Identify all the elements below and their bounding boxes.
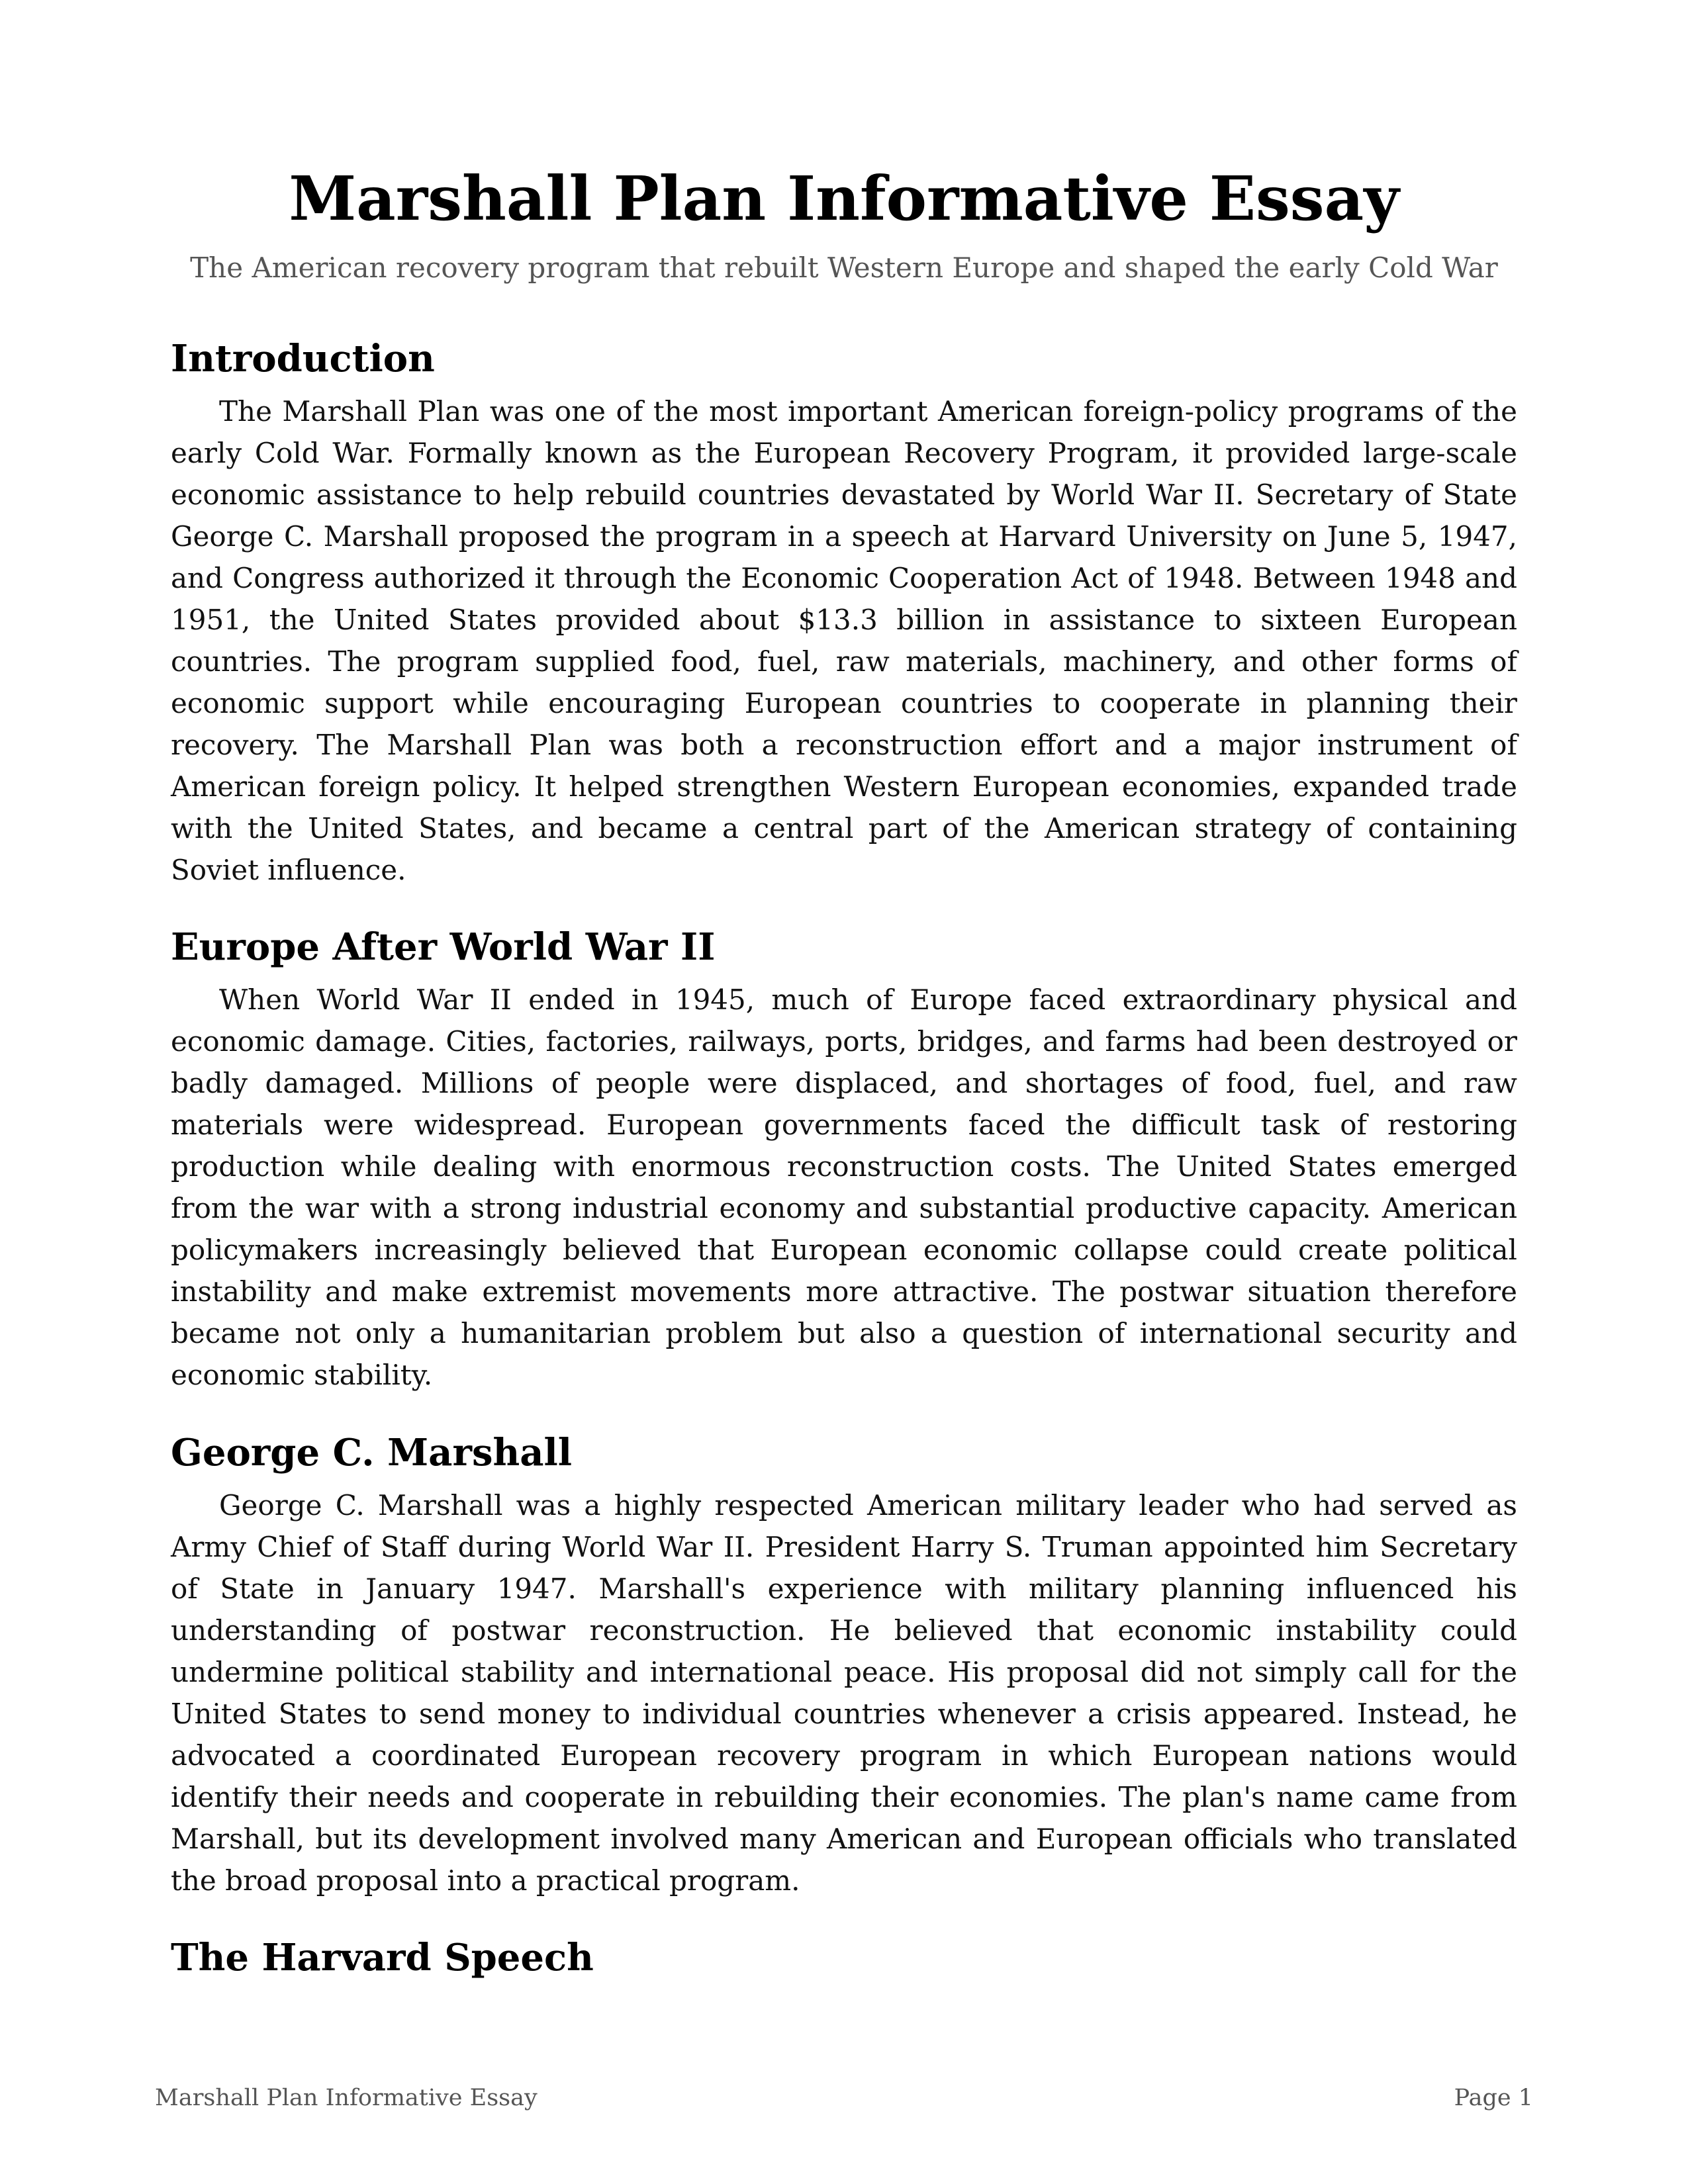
footer-page-number: Page 1 xyxy=(1454,2085,1533,2111)
section-paragraph: George C. Marshall was a highly respected American military leader who had served as Army Chief of Staff during World War II. President Harry S. Truman appointed him Secretary of State in January 1947. Marshall's experience with military planning influenced his understanding of postwar reconstruction. He believed that economic instability could undermine political stability and international peace. His proposal did not simply call for the United States to send money to individual countries whenever a crisis appeared. Instead, he advocated a coordinated European recovery program in which European nations would identify their needs and cooperate in rebuilding their economies. The plan's name came from Marshall, but its development involved many American and European officials who translated the broad proposal into a practical program. xyxy=(171,1489,1517,1897)
section-paragraph: When World War II ended in 1945, much of Europe faced extraordinary physical and economic damage. Cities, factories, railways, ports, bridges, and farms had been destroyed or badly damaged. Millions of people were displaced, and shortages of food, fuel, and raw materials were widespread. European governments faced the difficult task of restoring production while dealing with enormous reconstruction costs. The United States emerged from the war with a strong industrial economy and substantial productive capacity. American policymakers increasingly believed that European economic collapse could create political instability and make extremist movements more attractive. The postwar situation therefore became not only a humanitarian problem but also a question of international security and economic stability. xyxy=(171,983,1517,1391)
section-europe-after-ww2 xyxy=(171,921,1517,1396)
section-heading: The Harvard Speech xyxy=(171,1936,594,1979)
section-heading: George C. Marshall xyxy=(171,1431,573,1475)
section-heading: Europe After World War II xyxy=(171,925,716,969)
footer-document-title: Marshall Plan Informative Essay xyxy=(155,2085,538,2111)
page-title: Marshall Plan Informative Essay xyxy=(289,163,1399,234)
section-heading: Introduction xyxy=(171,337,435,381)
section-harvard-speech xyxy=(171,1931,1517,1989)
section-introduction xyxy=(171,332,1517,891)
page-subtitle: The American recovery program that rebuilt Western Europe and shaped the early Cold War xyxy=(190,251,1498,284)
section-george-marshall xyxy=(171,1426,1517,1901)
section-paragraph: The Marshall Plan was one of the most important American foreign-policy programs of the early Cold War. Formally known as the European Recovery Program, it provided large-scale economic assistance to help rebuild countries devastated by World War II. Secretary of State George C. Marshall proposed the program in a speech at Harvard University on June 5, 1947, and Congress authorized it through the Economic Cooperation Act of 1948. Between 1948 and 1951, the United States provided about $13.3 billion in assistance to sixteen European countries. The program supplied food, fuel, raw materials, machinery, and other forms of economic support while encouraging European countries to cooperate in planning their recovery. The Marshall Plan was both a reconstruction effort and a major instrument of American foreign policy. It helped strengthen Western European economies, expanded trade with the United States, and became a central part of the American strategy of containing Soviet influence. xyxy=(171,395,1517,886)
